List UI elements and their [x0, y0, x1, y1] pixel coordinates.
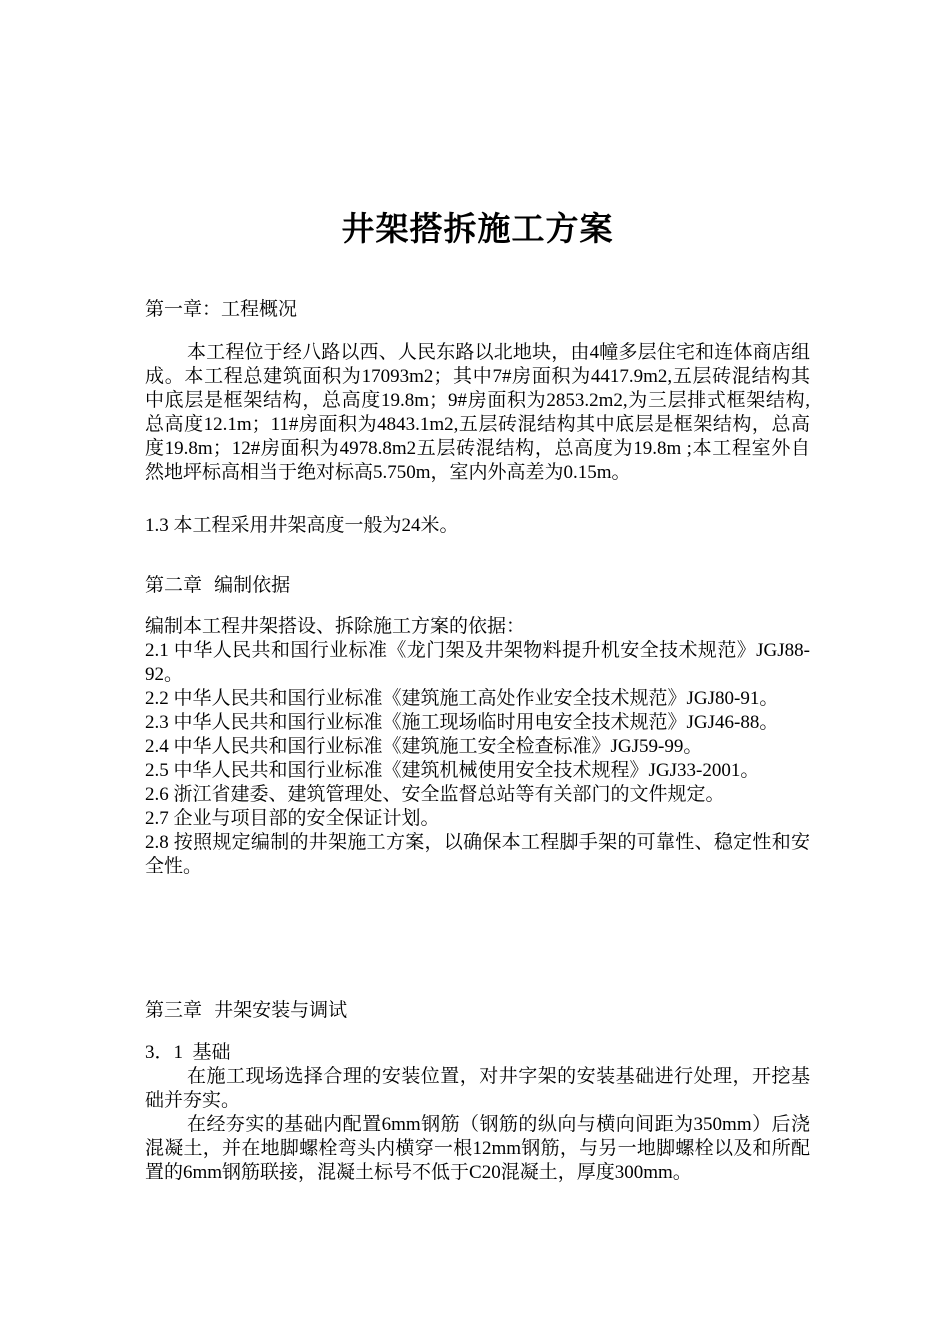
chapter-3-body [145, 1041, 810, 1185]
document-title: 井架搭拆施工方案 [341, 209, 614, 248]
section-3-1-paragraph-1: 在施工现场选择合理的安装位置，对井字架的安装基础进行处理，开挖基础并夯实。 [145, 1066, 810, 1111]
chapter-2-item: 2.3 中华人民共和国行业标准《施工现场临时用电安全技术规范》JGJ46-88。 [145, 712, 779, 733]
chapter-3-heading: 第三章 井架安装与调试 [145, 999, 348, 1021]
chapter-2-item: 2.6 浙江省建委、建筑管理处、安全监督总站等有关部门的文件规定。 [145, 784, 725, 805]
chapter-2-item: 2.5 中华人民共和国行业标准《建筑机械使用安全技术规程》JGJ33-2001。 [145, 760, 760, 781]
chapter-2-item: 2.1 中华人民共和国行业标准《龙门架及井架物料提升机安全技术规范》JGJ88-92。 [145, 640, 810, 685]
chapter-2-item: 2.8 按照规定编制的井架施工方案，以确保本工程脚手架的可靠性、稳定性和安全性。 [145, 832, 810, 877]
chapter-2-item: 2.4 中华人民共和国行业标准《建筑施工安全检查标准》JGJ59-99。 [145, 736, 703, 757]
chapter-1-heading: 第一章：工程概况 [145, 298, 298, 320]
chapter-2-list [145, 615, 810, 879]
chapter-2-heading: 第二章 编制依据 [145, 574, 291, 596]
section-3-1-heading: 3．1 基础 [145, 1042, 231, 1063]
chapter-2-item: 2.2 中华人民共和国行业标准《建筑施工高处作业安全技术规范》JGJ80-91。 [145, 688, 779, 709]
section-3-1-paragraph-2: 在经夯实的基础内配置6mm钢筋（钢筋的纵向与横向间距为350mm）后浇混凝土，并在地脚螺栓弯头内横穿一根12mm钢筋，与另一地脚螺栓以及和所配置的6mm钢筋联接，混凝土标号不低于C20混凝土，厚度300mm。 [145, 1114, 810, 1183]
chapter-1-paragraph: 本工程位于经八路以西、人民东路以北地块，由4幢多层住宅和连体商店组成。本工程总建筑面积为17093m2；其中7#房面积为4417.9m2,五层砖混结构其中底层是框架结构，总高度19.8m；9#房面积为2853.2m2,为三层排式框架结构, 总高度12.1m；11#房面积为4843.1m2,五层砖混结构其中底层是框架结构，总高度19.8m；12#房面积为4978.8m2五层砖混结构，总高度为19.8m ;本工程室外自然地坪标高相当于绝对标高5.750m，室内外高差为0.15m。 [145, 342, 810, 483]
chapter-2-item: 2.7 企业与项目部的安全保证计划。 [145, 808, 440, 829]
chapter-2-intro: 编制本工程井架搭设、拆除施工方案的依据： [145, 616, 526, 637]
chapter-1-item-1-3: 1.3 本工程采用井架高度一般为24米。 [145, 515, 459, 536]
